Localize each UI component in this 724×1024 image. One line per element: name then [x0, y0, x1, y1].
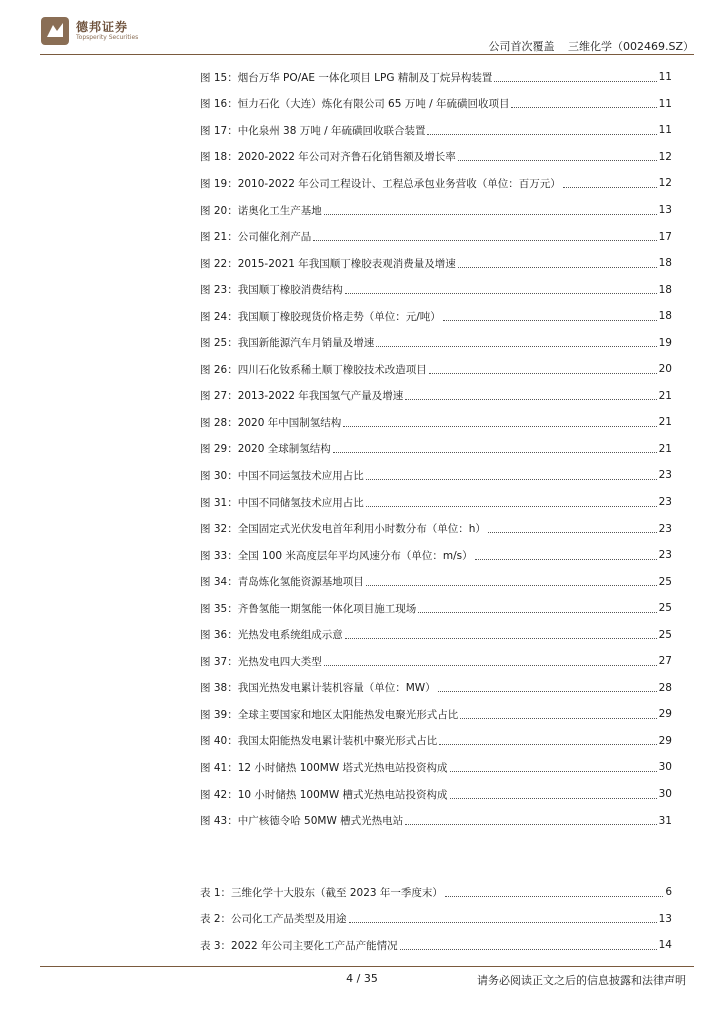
figure-entry-page: 23 — [658, 522, 672, 535]
figure-entry-page: 11 — [658, 71, 672, 84]
figure-entry-label: 图 18：2020-2022 年公司对齐鲁石化销售额及增长率 — [200, 151, 456, 164]
figure-entry[interactable] — [200, 648, 672, 675]
report-type: 公司首次覆盖 — [488, 40, 555, 53]
figure-entry[interactable] — [200, 144, 672, 171]
figure-entry-page: 12 — [658, 177, 672, 190]
figure-entry-label: 图 21：公司催化剂产品 — [200, 231, 312, 244]
table-entry[interactable] — [200, 879, 672, 906]
footer-divider — [40, 966, 694, 967]
figure-entry-page: 18 — [658, 257, 672, 270]
dot-leader — [349, 914, 657, 923]
figure-entry-label: 图 16：恒力石化（大连）炼化有限公司 65 万吨 / 年硫磺回收项目 — [200, 98, 510, 111]
page-number: 4 / 35 — [346, 972, 378, 985]
figure-entry-page: 20 — [658, 363, 672, 376]
figure-entry-label: 图 29：2020 全球制氢结构 — [200, 443, 331, 456]
figure-entry-page: 23 — [658, 549, 672, 562]
figure-entry-page: 29 — [658, 734, 672, 747]
figure-entry[interactable] — [200, 462, 672, 489]
figure-list — [200, 64, 672, 834]
figure-entry-label: 图 28：2020 年中国制氢结构 — [200, 416, 342, 429]
figure-entry-page: 13 — [658, 204, 672, 216]
table-entry-label: 表 3：2022 年公司主要化工产品产能情况 — [200, 939, 398, 952]
figure-entry-page: 30 — [658, 761, 672, 774]
figure-entry-page: 25 — [658, 628, 672, 641]
logo-icon — [40, 16, 70, 46]
figure-entry-label: 图 39：全球主要国家和地区太阳能热发电聚光形式占比 — [200, 708, 459, 721]
figure-entry-page: 25 — [658, 602, 672, 615]
dot-leader — [450, 763, 657, 772]
dot-leader — [511, 99, 656, 108]
figure-entry-label: 图 38：我国光热发电累计装机容量（单位：MW） — [200, 682, 436, 695]
header-info — [488, 38, 694, 54]
figure-entry[interactable] — [200, 170, 672, 197]
figure-entry-page: 18 — [658, 310, 672, 323]
figure-entry[interactable] — [200, 303, 672, 330]
dot-leader — [494, 73, 656, 82]
figure-entry[interactable] — [200, 621, 672, 648]
figure-entry-label: 图 35：齐鲁氢能一期氢能一体化项目施工现场 — [200, 602, 417, 615]
figure-entry[interactable] — [200, 117, 672, 144]
figure-entry[interactable] — [200, 64, 672, 91]
figure-entry-label: 图 37：光热发电四大类型 — [200, 655, 322, 668]
figure-entry-label: 图 43：中广核德令哈 50MW 槽式光热电站 — [200, 815, 404, 828]
table-entry-label: 表 1：三维化学十大股东（截至 2023 年一季度末） — [200, 886, 443, 899]
dot-leader — [458, 152, 657, 161]
figure-entry[interactable] — [200, 675, 672, 702]
dot-leader — [445, 888, 663, 897]
dot-leader — [333, 444, 657, 453]
figure-entry-page: 27 — [658, 655, 672, 668]
table-entry-label: 表 2：公司化工产品类型及用途 — [200, 913, 347, 926]
figure-entry-label: 图 40：我国太阳能热发电累计装机中聚光形式占比 — [200, 735, 438, 748]
dot-leader — [439, 736, 656, 745]
dot-leader — [563, 179, 657, 188]
figure-entry-label: 图 31：中国不同储氢技术应用占比 — [200, 496, 364, 509]
figure-entry-label: 图 41：12 小时储热 100MW 塔式光热电站投资构成 — [200, 761, 448, 774]
figure-entry[interactable] — [200, 356, 672, 383]
figure-entry[interactable] — [200, 409, 672, 436]
figure-entry-page: 17 — [658, 230, 672, 243]
legal-disclaimer: 请务必阅读正文之后的信息披露和法律声明 — [477, 974, 686, 987]
figure-entry[interactable] — [200, 329, 672, 356]
figure-entry-page: 11 — [658, 124, 672, 137]
table-list — [200, 879, 672, 959]
dot-leader — [324, 206, 657, 215]
figure-entry[interactable] — [200, 595, 672, 622]
dot-leader — [366, 471, 657, 480]
figure-entry-page: 11 — [658, 97, 672, 110]
dot-leader — [313, 232, 656, 241]
dot-leader — [488, 524, 657, 533]
header-divider — [40, 54, 694, 55]
figure-entry-page: 18 — [658, 283, 672, 296]
table-entry-page: 6 — [665, 886, 672, 899]
figure-entry-page: 31 — [658, 814, 672, 827]
figure-entry-label: 图 17：中化泉州 38 万吨 / 年硫磺回收联合装置 — [200, 124, 426, 137]
logo-english-name: Topsperity Securities — [76, 34, 139, 41]
figure-entry-page: 12 — [658, 150, 672, 163]
figure-entry-label: 图 20：诺奥化工生产基地 — [200, 204, 322, 217]
logo-chinese-name: 德邦证券 — [76, 20, 129, 34]
dot-leader — [443, 312, 657, 321]
figure-entry-label: 图 27：2013-2022 年我国氢气产量及增速 — [200, 390, 404, 403]
figure-entry-page: 21 — [658, 416, 672, 429]
dot-leader — [376, 338, 656, 347]
figure-entry-label: 图 36：光热发电系统组成示意 — [200, 629, 343, 642]
figure-entry-page: 21 — [658, 389, 672, 402]
dot-leader — [405, 391, 656, 400]
figure-entry-label: 图 26：四川石化钕系稀土顺丁橡胶技术改造项目 — [200, 363, 427, 376]
figure-entry[interactable] — [200, 489, 672, 516]
dot-leader — [450, 790, 657, 799]
table-entry[interactable] — [200, 932, 672, 959]
dot-leader — [438, 683, 657, 692]
figure-entry-label: 图 34：青岛炼化氢能资源基地项目 — [200, 576, 364, 589]
table-entry[interactable] — [200, 906, 672, 933]
figure-entry-page: 29 — [658, 708, 672, 721]
figure-entry[interactable] — [200, 383, 672, 410]
figure-entry-label: 图 25：我国新能源汽车月销量及增速 — [200, 337, 375, 350]
figure-entry[interactable] — [200, 223, 672, 250]
figure-entry-label: 图 22：2015-2021 年我国顺丁橡胶表观消费量及增速 — [200, 257, 456, 270]
figure-entry-label: 图 24：我国顺丁橡胶现货价格走势（单位：元/吨） — [200, 310, 441, 323]
table-entry-page: 14 — [658, 939, 672, 952]
figure-entry-page: 25 — [658, 575, 672, 588]
figure-entry-label: 图 23：我国顺丁橡胶消费结构 — [200, 284, 343, 297]
dot-leader — [324, 657, 657, 666]
figure-entry-page: 30 — [658, 788, 672, 801]
dot-leader — [345, 630, 657, 639]
figure-entry-label: 图 15：烟台万华 PO/AE 一体化项目 LPG 精制及丁烷异构装置 — [200, 71, 493, 84]
figure-entry-page: 19 — [658, 336, 672, 349]
dot-leader — [405, 816, 656, 825]
figure-entry-label: 图 33：全国 100 米高度层年平均风速分布（单位：m/s） — [200, 549, 473, 562]
figure-entry[interactable] — [200, 250, 672, 277]
dot-leader — [418, 604, 656, 613]
figure-entry-page: 23 — [658, 469, 672, 482]
figure-entry[interactable] — [200, 542, 672, 569]
figure-entry-page: 28 — [658, 681, 672, 694]
dot-leader — [366, 498, 657, 507]
figure-entry-label: 图 19：2010-2022 年公司工程设计、工程总承包业务营收（单位：百万元） — [200, 177, 561, 190]
figure-entry[interactable] — [200, 276, 672, 303]
figure-entry[interactable] — [200, 197, 672, 224]
figure-entry[interactable] — [200, 807, 672, 834]
figure-entry[interactable] — [200, 754, 672, 781]
dot-leader — [429, 365, 657, 374]
dot-leader — [343, 418, 656, 427]
dot-leader — [475, 551, 657, 560]
figure-entry[interactable] — [200, 436, 672, 463]
company-logo — [40, 12, 200, 48]
dot-leader — [458, 259, 657, 268]
dot-leader — [460, 710, 656, 719]
dot-leader — [345, 285, 657, 294]
figure-entry[interactable] — [200, 701, 672, 728]
dot-leader — [427, 126, 656, 135]
figure-entry[interactable] — [200, 568, 672, 595]
figure-entry-page: 23 — [658, 496, 672, 509]
company-ticker: 三维化学（002469.SZ） — [567, 40, 694, 53]
figure-entry[interactable] — [200, 781, 672, 808]
dot-leader — [366, 577, 657, 586]
figure-entry-label: 图 32：全国固定式光伏发电首年利用小时数分布（单位：h） — [200, 523, 486, 536]
figure-entry[interactable] — [200, 91, 672, 118]
figure-entry-page: 21 — [658, 442, 672, 455]
table-entry-page: 13 — [658, 912, 672, 925]
figure-entry[interactable] — [200, 515, 672, 542]
figure-entry-label: 图 30：中国不同运氢技术应用占比 — [200, 469, 364, 482]
figure-entry[interactable] — [200, 728, 672, 755]
figure-entry-label: 图 42：10 小时储热 100MW 槽式光热电站投资构成 — [200, 788, 448, 801]
dot-leader — [400, 941, 657, 950]
